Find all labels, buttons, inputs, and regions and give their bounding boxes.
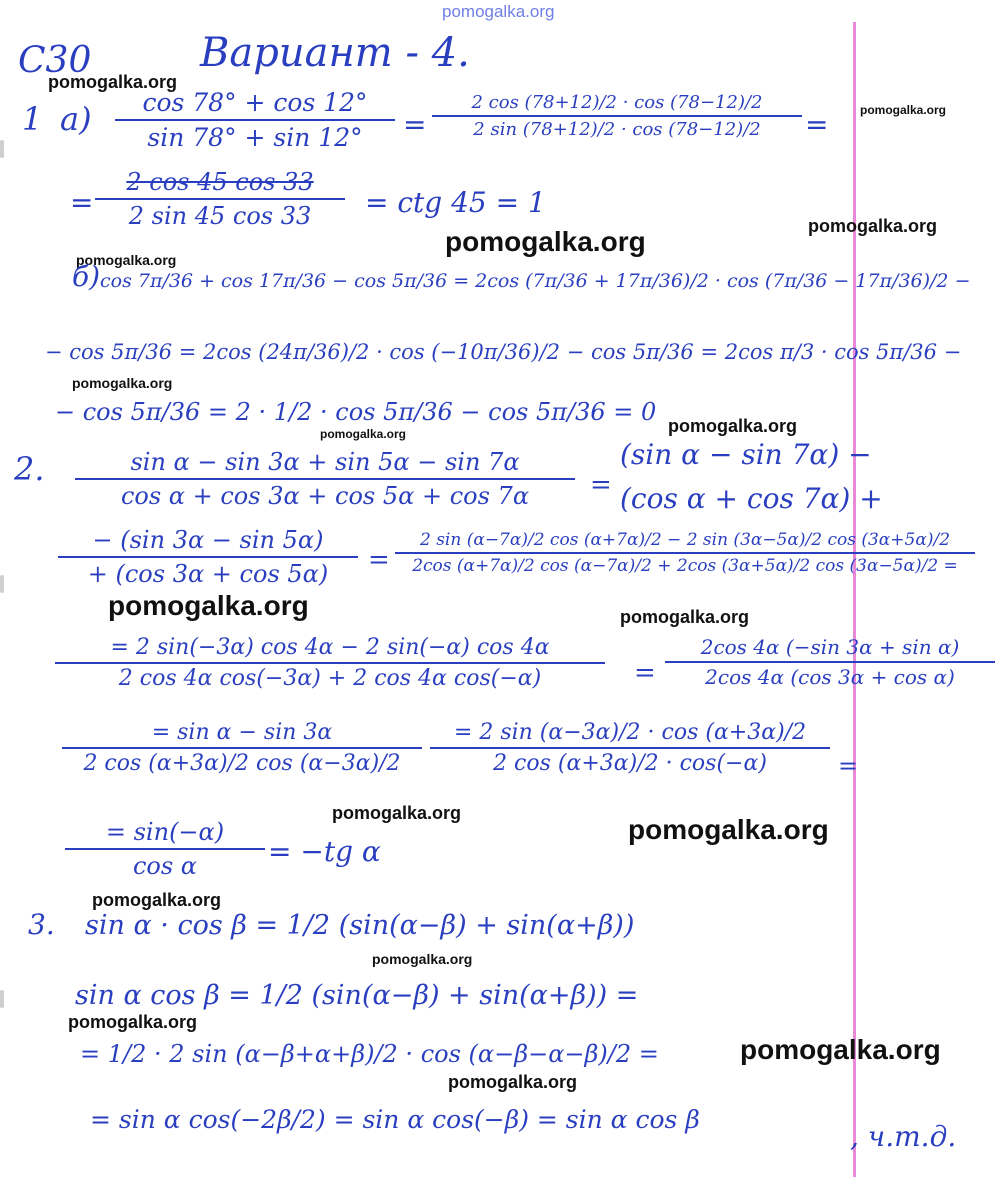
fraction-bar [75,478,575,480]
task2-line3-rhs-fraction [665,635,995,689]
watermark: pomogalka.org [740,1034,941,1065]
task2-line4-fraction [62,720,422,776]
task2-number: 2. [14,450,45,488]
task3-line1: sin α · cos β = 1/2 (sin(α−β) + sin(α+β)) [85,910,635,941]
fraction-bar [65,848,265,850]
task1-a-fraction [115,88,395,152]
equals-sign: = [838,752,859,780]
task2-rhs2: (cos α + cos 7α) + [620,482,883,515]
fraction-denominator: 2 sin (78+12)/2 · cos (78−12)/2 [473,119,761,140]
equals-sign: = [403,108,427,141]
fraction-denominator: cos α [132,852,198,880]
binding-hole [0,990,4,1008]
fraction-bar [395,552,975,554]
fraction-numerator: cos 78° + cos 12° [142,88,368,117]
fraction-denominator: 2cos (α+7α)/2 cos (α−7α)/2 + 2cos (3α+5α)/2 cos (3α−5α)/2 = [412,556,958,576]
fraction-bar [432,115,802,117]
watermark: pomogalka.org [445,226,646,257]
fraction-numerator: 2 cos (78+12)/2 · cos (78−12)/2 [471,92,763,113]
task1-a-rhs-fraction [432,92,802,140]
fraction-bar [62,747,422,749]
task1-a-label: а) [60,100,92,138]
fraction-numerator: = sin α − sin 3α [151,720,333,745]
task2-fraction [75,448,575,510]
fraction-denominator: sin 78° + sin 12° [147,123,363,152]
fraction-denominator: 2cos 4α (cos 3α + cos α) [705,665,955,689]
watermark-top: pomogalka.org [442,2,555,21]
task3-line3: = 1/2 · 2 sin (α−β+α+β)/2 · cos (α−β−α−β)/2 = [80,1040,659,1068]
watermark: pomogalka.org [108,590,309,621]
watermark: pomogalka.org [860,103,947,117]
watermark: pomogalka.org [620,607,750,627]
fraction-bar [58,556,358,558]
task1-b-line2: − cos 5π/36 = 2cos (24π/36)/2 · cos (−10π/36)/2 − cos 5π/36 = 2cos π/3 · cos 5π/36 − [45,340,962,364]
fraction-bar [95,198,345,200]
task1-b-line1: cos 7π/36 + cos 17π/36 − cos 5π/36 = 2cos (7π/36 + 17π/36)/2 · cos (7π/36 − 17π/36)/2 − [100,270,971,292]
watermark: pomogalka.org [332,803,462,823]
watermark: pomogalka.org [48,72,178,92]
task2-line4-rhs-fraction [430,720,830,776]
fraction-numerator: 2 cos 45 cos 33 [126,168,314,196]
watermark: pomogalka.org [320,427,407,441]
fraction-numerator: = 2 sin(−3α) cos 4α − 2 sin(−α) cos 4α [110,635,550,660]
task1-a-result: = ctg 45 = 1 [365,186,546,219]
equals-sign: = [634,658,656,688]
task1-b-line3: − cos 5π/36 = 2 · 1/2 · cos 5π/36 − cos 5π/36 = 0 [55,398,657,426]
fraction-numerator: 2cos 4α (−sin 3α + sin α) [700,635,960,659]
fraction-bar [55,662,605,664]
fraction-numerator: 2 sin (α−7α)/2 cos (α+7α)/2 − 2 sin (3α−5α)/2 cos (3α+5α)/2 [419,530,951,550]
variant-title: Вариант - 4. [200,30,470,76]
fraction-denominator: 2 cos (α+3α)/2 · cos(−α) [493,751,767,776]
binding-hole [0,140,4,158]
watermark: pomogalka.org [808,216,938,236]
fraction-numerator: = sin(−α) [105,818,225,846]
equals-sign: = [70,186,94,219]
task1-a-line2-fraction [95,168,345,230]
task1-number: 1 [22,100,43,138]
page-label: С30 [18,40,92,81]
watermark: pomogalka.org [668,416,798,436]
task3-line4: = sin α cos(−2β/2) = sin α cos(−β) = sin α cos β [90,1105,700,1134]
equals-sign: = [805,108,829,141]
watermark: pomogalka.org [92,890,222,910]
task3-line2: sin α cos β = 1/2 (sin(α−β) + sin(α+β)) = [75,980,639,1011]
task3-number: 3. [28,908,55,941]
watermark: pomogalka.org [68,1012,198,1032]
fraction-numerator: sin α − sin 3α + sin 5α − sin 7α [130,448,520,476]
fraction-bar [430,747,830,749]
fraction-numerator: − (sin 3α − sin 5α) [92,526,324,554]
watermark: pomogalka.org [628,814,829,845]
binding-hole [0,575,4,593]
fraction-bar [665,661,995,663]
watermark: pomogalka.org [448,1072,578,1092]
fraction-denominator: 2 cos (α+3α)/2 cos (α−3α)/2 [83,751,401,776]
fraction-bar [115,119,395,121]
watermark: pomogalka.org [76,252,177,268]
task2-line5-fraction [65,818,265,880]
task2-line2-rhs-fraction [395,530,975,576]
equals-sign: = [368,545,390,575]
task2-line2-fraction [58,526,358,588]
task2-result: = −tg α [268,835,381,868]
task1-b-label: б) [72,260,101,293]
margin-line [853,22,856,1177]
fraction-denominator: 2 sin 45 cos 33 [128,202,312,230]
fraction-denominator: + (cos 3α + cos 5α) [87,560,329,588]
watermark: pomogalka.org [72,375,173,391]
fraction-denominator: 2 cos 4α cos(−3α) + 2 cos 4α cos(−α) [118,666,542,691]
watermark: pomogalka.org [372,951,473,967]
equals-sign: = [590,470,612,500]
task2-line3-fraction [55,635,605,691]
task3-qed: , ч.т.д. [850,1120,957,1153]
fraction-numerator: = 2 sin (α−3α)/2 · cos (α+3α)/2 [453,720,807,745]
fraction-denominator: cos α + cos 3α + cos 5α + cos 7α [120,482,530,510]
task2-rhs1: (sin α − sin 7α) − [620,438,872,471]
